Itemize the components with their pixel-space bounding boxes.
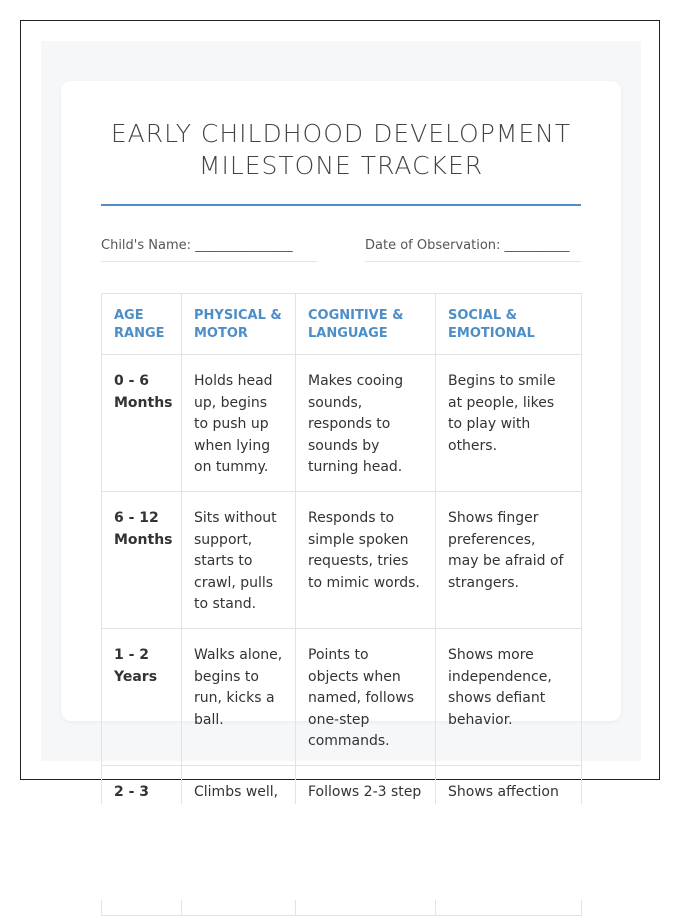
header-physical-motor: PHYSICAL & MOTOR — [182, 294, 296, 355]
social-emotional-cell: Shows more independence, shows defiant behavior. — [436, 629, 582, 766]
cognitive-language-cell: Points to objects when named, follows one-step commands. — [296, 629, 436, 766]
physical-motor-cell: Walks alone, begins to run, kicks a ball. — [182, 629, 296, 766]
cognitive-language-cell: Responds to simple spoken requests, tries to mimic words. — [296, 492, 436, 629]
age-range-cell: 6 - 12 Months — [102, 492, 182, 629]
header-cognitive-language: COGNITIVE & LANGUAGE — [296, 294, 436, 355]
cognitive-language-cell: Follows 2-3 step — [296, 766, 436, 916]
age-range-cell: 0 - 6 Months — [102, 355, 182, 492]
age-range-cell: 1 - 2 Years — [102, 629, 182, 766]
header-age-range: AGE RANGE — [102, 294, 182, 355]
table-row — [102, 355, 582, 492]
cognitive-language-cell: Makes cooing sounds, responds to sounds by turning head. — [296, 355, 436, 492]
observation-date-field[interactable]: Date of Observation: __________ — [365, 238, 581, 262]
page-bottom-area — [0, 804, 700, 900]
child-name-field[interactable]: Child's Name: _______________ — [101, 238, 317, 262]
table-row — [102, 492, 582, 629]
age-range-cell: 2 - 3 — [102, 766, 182, 916]
document-title: EARLY CHILDHOOD DEVELOPMENT MILESTONE TRACKER — [110, 119, 572, 180]
social-emotional-cell: Shows finger preferences, may be afraid of strangers. — [436, 492, 582, 629]
table-row — [102, 629, 582, 766]
social-emotional-cell: Shows affection — [436, 766, 582, 916]
header-social-emotional: SOCIAL & EMOTIONAL — [436, 294, 582, 355]
physical-motor-cell: Sits without support, starts to crawl, pulls to stand. — [182, 492, 296, 629]
table-header-row — [102, 294, 582, 355]
physical-motor-cell: Climbs well, — [182, 766, 296, 916]
title-divider — [101, 204, 581, 206]
social-emotional-cell: Begins to smile at people, likes to play with others. — [436, 355, 582, 492]
physical-motor-cell: Holds head up, begins to push up when lying on tummy. — [182, 355, 296, 492]
